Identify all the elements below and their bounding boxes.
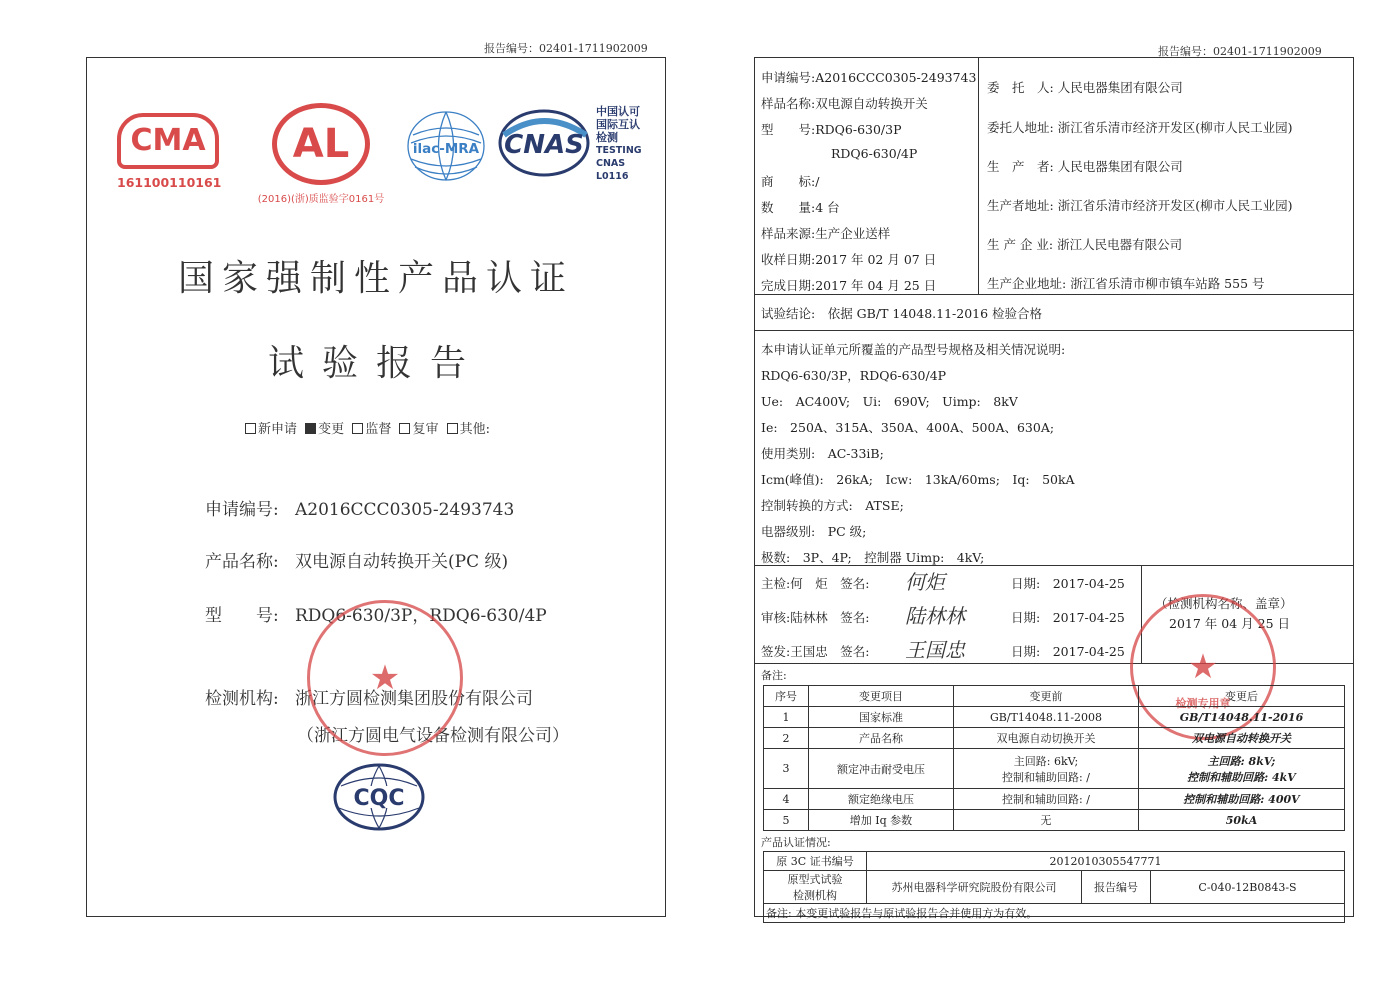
cal-logo bbox=[251, 103, 391, 205]
table-row: 5 增加 Iq 参数 无 50kA bbox=[764, 810, 1345, 831]
cqc-logo bbox=[331, 762, 427, 832]
cnas-caption bbox=[596, 105, 656, 183]
table-row: 2 产品名称 双电源自动切换开关 双电源自动转换开关 bbox=[764, 728, 1345, 749]
col-header: 变更前 bbox=[954, 686, 1139, 707]
spec-line: 电器级别: PC 级; bbox=[761, 524, 867, 539]
official-seal-left bbox=[307, 600, 463, 756]
checkbox-icon bbox=[245, 423, 256, 434]
checkbox-icon bbox=[352, 423, 363, 434]
field-model-2: RDQ6-630/4P bbox=[831, 146, 918, 161]
col-header: 变更项目 bbox=[809, 686, 954, 707]
cal-number: (2016)(浙)质监验字0161号 bbox=[257, 194, 385, 205]
spec-line: 控制转换的方式: ATSE; bbox=[761, 498, 904, 513]
cnas-en-line1: TESTING bbox=[596, 145, 642, 156]
remarks-label: 备注: bbox=[761, 669, 787, 682]
signer-reviewer: 审核:陆林林 签名: bbox=[761, 610, 870, 625]
field-application-number: 申请编号:A2016CCC0305-2493743 bbox=[761, 70, 977, 85]
cert-info-table bbox=[763, 851, 1345, 923]
table-row: 原型式试验 检测机构 苏州电器科学研究院股份有限公司 报告编号 C-040-12B0843-S bbox=[764, 871, 1345, 904]
spec-line: 极数: 3P、4P; 控制器 Uimp: 4kV; bbox=[761, 550, 985, 565]
table-row: 1 国家标准 GB/T14048.11-2008 GB/T14048.11-2016 bbox=[764, 707, 1345, 728]
field-quantity: 数 量:4 台 bbox=[761, 200, 840, 215]
application-number: A2016CCC0305-2493743 bbox=[295, 500, 515, 520]
svg-text:CNAS: CNAS bbox=[504, 130, 584, 160]
spec-line: RDQ6-630/3P，RDQ6-630/4P bbox=[761, 368, 947, 383]
field-sample-name: 样品名称:双电源自动转换开关 bbox=[761, 96, 928, 111]
app-type-change[interactable]: 变更 bbox=[305, 422, 344, 437]
product-name: 双电源自动转换开关(PC 级) bbox=[295, 552, 509, 572]
spec-line: Ie: 250A、315A、350A、400A、500A、630A; bbox=[761, 420, 1055, 435]
cma-number: 161100110161 bbox=[117, 175, 222, 190]
application-type-checkboxes bbox=[245, 418, 494, 437]
cnas-cn-line1: 中国认可 bbox=[596, 105, 640, 118]
field-completion-date: 完成日期:2017 年 04 月 25 日 bbox=[761, 278, 937, 293]
table-header bbox=[764, 686, 1345, 707]
signer-inspector: 主检:何 炬 签名: bbox=[761, 576, 870, 591]
app-type-new[interactable]: 新申请 bbox=[245, 422, 297, 437]
org-name-and-seal-label: （检测机构名称、盖章） bbox=[1155, 596, 1293, 611]
app-type-review[interactable]: 复审 bbox=[399, 422, 438, 437]
field-model: 型 号:RDQ6-630/3P bbox=[761, 122, 902, 137]
change-table bbox=[763, 685, 1345, 831]
sign-date: 日期: 2017-04-25 bbox=[1011, 610, 1125, 625]
product-name-row bbox=[205, 547, 508, 572]
party-producer: 生 产 者: 人民电器集团有限公司 bbox=[987, 159, 1183, 174]
field-trademark: 商 标:/ bbox=[761, 174, 820, 189]
field-sample-source: 样品来源:生产企业送样 bbox=[761, 226, 891, 241]
signature-approver: 王国忠 bbox=[905, 638, 965, 662]
star-icon: ★ bbox=[1187, 647, 1219, 687]
party-client: 委 托 人: 人民电器集团有限公司 bbox=[987, 80, 1183, 95]
cal-mark: AL bbox=[272, 103, 370, 185]
field-label: 型 号: bbox=[205, 606, 279, 626]
field-label: 检测机构: bbox=[205, 689, 279, 709]
checkbox-checked-icon bbox=[305, 423, 316, 434]
accreditation-logos bbox=[111, 103, 651, 243]
spec-line: 使用类别: AC-33iB; bbox=[761, 446, 884, 461]
party-factory: 生 产 企 业: 浙江人民电器有限公司 bbox=[987, 237, 1183, 252]
checkbox-icon bbox=[399, 423, 410, 434]
app-type-other[interactable]: 其他: bbox=[447, 422, 490, 437]
field-label: 申请编号: bbox=[205, 500, 279, 520]
checkbox-icon bbox=[447, 423, 458, 434]
table-row: 原 3C 证书编号 2012010305547771 bbox=[764, 852, 1345, 871]
col-header: 变更后 bbox=[1139, 686, 1345, 707]
report-detail-table bbox=[754, 57, 1354, 920]
cma-logo bbox=[117, 113, 222, 190]
table-row: 备注: 本变更试验报告与原试验报告合并使用方为有效。 bbox=[764, 904, 1345, 923]
model-value: RDQ6-630/3P，RDQ6-630/4P bbox=[295, 606, 547, 626]
party-factory-address: 生产企业地址: 浙江省乐清市柳市镇车站路 555 号 bbox=[987, 276, 1265, 291]
party-client-address: 委托人地址: 浙江省乐清市经济开发区(柳市人民工业园) bbox=[987, 120, 1293, 135]
signature-inspector: 何炬 bbox=[905, 570, 945, 594]
sign-date: 日期: 2017-04-25 bbox=[1011, 644, 1125, 659]
sign-date: 日期: 2017-04-25 bbox=[1011, 576, 1125, 591]
application-number-row bbox=[205, 495, 514, 520]
cnas-cn-line3: 检测 bbox=[596, 131, 618, 144]
signature-reviewer: 陆林林 bbox=[905, 604, 965, 628]
report-number: 报告编号：02401-1711902009 bbox=[484, 42, 648, 55]
spec-line: Ue: AC400V; Ui: 690V; Uimp: 8kV bbox=[761, 394, 1018, 409]
col-header: 序号 bbox=[764, 686, 809, 707]
ilac-mra-logo bbox=[403, 107, 489, 185]
test-conclusion: 试验结论: 依据 GB/T 14048.11-2016 检验合格 bbox=[761, 306, 1043, 321]
testing-lab-alt: （浙江方圆电气设备检测有限公司） bbox=[297, 726, 569, 746]
report-number: 报告编号：02401-1711902009 bbox=[1158, 45, 1322, 58]
org-seal-date: 2017 年 04 月 25 日 bbox=[1169, 616, 1290, 631]
report-subtitle: 试验报告 bbox=[267, 343, 484, 384]
spec-line: Icm(峰值): 26kA; Icw: 13kA/60ms; Iq: 50kA bbox=[761, 472, 1075, 487]
party-producer-address: 生产者地址: 浙江省乐清市经济开发区(柳市人民工业园) bbox=[987, 198, 1293, 213]
cover-page bbox=[58, 0, 678, 990]
cnas-cn-line2: 国际互认 bbox=[596, 118, 640, 131]
svg-text:CQC: CQC bbox=[353, 786, 405, 811]
testing-lab: 浙江方圆检测集团股份有限公司 bbox=[295, 689, 533, 709]
cnas-en-line2: CNAS L0116 bbox=[596, 158, 629, 182]
signer-approver: 签发:王国忠 签名: bbox=[761, 644, 870, 659]
table-row: 3 额定冲击耐受电压 主回路: 6kV; 控制和辅助回路: / 主回路: 8kV; 控制和辅助回路: 4kV bbox=[764, 749, 1345, 789]
svg-text:ilac-MRA: ilac-MRA bbox=[412, 141, 480, 157]
cnas-logo bbox=[496, 105, 656, 185]
cma-mark: CMA bbox=[117, 113, 219, 169]
detail-page bbox=[738, 0, 1370, 990]
app-type-supervision[interactable]: 监督 bbox=[352, 422, 391, 437]
table-row: 4 额定绝缘电压 控制和辅助回路: / 控制和辅助回路: 400V bbox=[764, 789, 1345, 810]
spec-line: 本申请认证单元所覆盖的产品型号规格及相关情况说明: bbox=[761, 342, 1066, 357]
cert-status-label: 产品认证情况: bbox=[761, 836, 831, 849]
field-label: 产品名称: bbox=[205, 552, 279, 572]
report-title: 国家强制性产品认证 bbox=[177, 258, 574, 299]
seal-text: 检测专用章 bbox=[1175, 697, 1231, 710]
star-icon: ★ bbox=[369, 658, 401, 698]
cover-frame bbox=[86, 57, 666, 917]
field-receipt-date: 收样日期:2017 年 02 月 07 日 bbox=[761, 252, 937, 267]
